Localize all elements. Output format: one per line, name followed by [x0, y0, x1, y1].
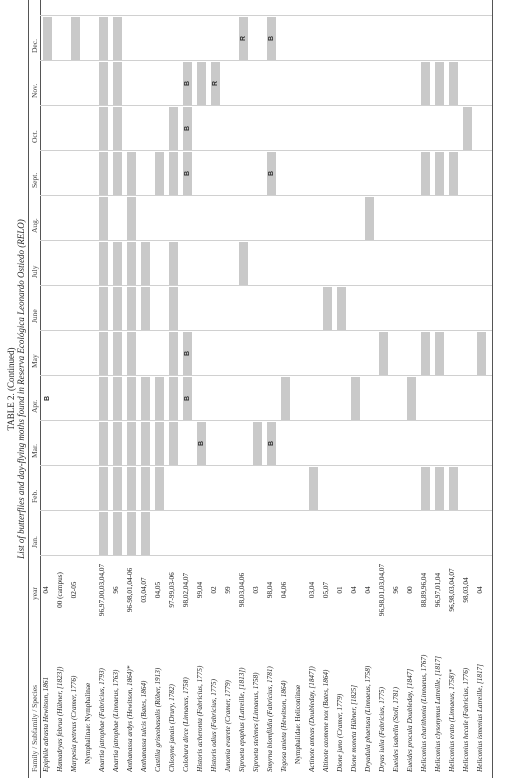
presence-cell — [281, 377, 290, 420]
year-value: 88,89,96,04 — [420, 572, 428, 608]
header-month: July — [30, 265, 39, 278]
presence-cell — [169, 377, 178, 420]
header-month: Jan. — [30, 536, 39, 548]
presence-cell — [435, 152, 444, 195]
year-value: 03 — [252, 586, 260, 594]
year-value: 00 (campus) — [56, 572, 64, 608]
species-name: Smyrna blomfildia (Fabricius, 1781) — [266, 666, 274, 772]
presence-cell — [141, 287, 150, 330]
marker-label: B — [184, 125, 191, 132]
year-value: 03,04,07 — [140, 577, 148, 603]
marker-label: B — [268, 440, 275, 447]
presence-cell — [99, 422, 108, 465]
presence-cell — [141, 377, 150, 420]
year-value: 02 — [210, 586, 218, 594]
marker-cell — [239, 17, 248, 60]
presence-cell — [449, 467, 458, 510]
presence-cell — [169, 107, 178, 150]
month-divider — [40, 510, 492, 511]
month-divider — [40, 150, 492, 151]
marker-cell — [211, 62, 220, 105]
presence-cell — [113, 242, 122, 285]
marker-label: B — [184, 350, 191, 357]
species-name: Actinote anteas (Doubleday, [1847]) — [308, 666, 316, 772]
presence-cell — [141, 512, 150, 555]
header-species: Family / Subfamily / Species — [30, 684, 39, 772]
month-divider — [40, 330, 492, 331]
species-name: Colobura dirce (Linnaeus, 1758) — [182, 677, 190, 772]
presence-cell — [155, 422, 164, 465]
presence-cell — [449, 62, 458, 105]
presence-cell — [99, 512, 108, 555]
marker-cell — [267, 422, 276, 465]
presence-cell — [127, 332, 136, 375]
month-divider — [40, 285, 492, 286]
month-divider — [40, 420, 492, 421]
table-bottom-rule — [492, 0, 493, 778]
presence-cell — [99, 197, 108, 240]
header-month: June — [30, 309, 39, 323]
presence-cell — [323, 287, 332, 330]
species-name: Castilia griseobasalis (Röber, 1913) — [154, 667, 162, 772]
year-value: 04 — [350, 586, 358, 594]
presence-cell — [169, 422, 178, 465]
presence-cell — [113, 62, 122, 105]
marker-label: B — [184, 170, 191, 177]
presence-cell — [197, 62, 206, 105]
presence-cell — [379, 332, 388, 375]
species-name: Eueides isabella (Stoll, 1781) — [392, 686, 400, 772]
marker-cell — [183, 107, 192, 150]
marker-cell — [183, 332, 192, 375]
presence-cell — [169, 242, 178, 285]
month-divider — [40, 105, 492, 106]
presence-cell — [407, 377, 416, 420]
presence-cell — [99, 242, 108, 285]
presence-cell — [127, 152, 136, 195]
species-name: Anthanassa ardys (Hewitson, 1864)* — [126, 665, 134, 772]
presence-cell — [435, 332, 444, 375]
table-header-rule — [40, 0, 41, 778]
presence-cell — [127, 287, 136, 330]
presence-cell — [99, 332, 108, 375]
month-divider — [40, 15, 492, 16]
species-name: Anartia jatrophae (Fabricius, 1793) — [98, 668, 106, 772]
species-name: Junonia evarete (Cramer, 1779) — [224, 680, 232, 772]
species-name: Heliconius ismenius Latreille, [1817] — [476, 664, 484, 772]
month-divider — [40, 60, 492, 61]
group-heading: Nymphalinae: Nymphalinae — [84, 682, 92, 764]
presence-cell — [155, 152, 164, 195]
header-month: Dec. — [30, 39, 39, 53]
presence-cell — [169, 152, 178, 195]
year-value: 04 — [42, 586, 50, 594]
year-value: 04 — [364, 586, 372, 594]
marker-label: B — [198, 440, 205, 447]
year-value: 98,03,04,06 — [238, 572, 246, 608]
presence-cell — [113, 512, 122, 555]
year-value: 04,06 — [280, 581, 288, 599]
presence-cell — [141, 242, 150, 285]
presence-cell — [141, 467, 150, 510]
year-value: 98,02,04,07 — [182, 572, 190, 608]
species-name: Historis acheronta (Fabricius, 1775) — [196, 665, 204, 772]
species-name: Heliconius hecale (Fabricius, 1776) — [462, 667, 470, 772]
header-month: May — [30, 354, 39, 368]
presence-cell — [99, 152, 108, 195]
presence-cell — [99, 287, 108, 330]
group-heading: Nymphalidae: Heliconiinae — [294, 684, 302, 764]
presence-cell — [99, 17, 108, 60]
table-top-rule — [28, 0, 29, 778]
year-value: 99 — [224, 586, 232, 594]
presence-cell — [421, 62, 430, 105]
presence-cell — [421, 152, 430, 195]
header-month: Aug. — [30, 218, 39, 233]
header-month: Apr. — [30, 399, 39, 413]
year-value: 04 — [476, 586, 484, 594]
year-value: 98,04 — [266, 581, 274, 599]
marker-label: B — [44, 395, 51, 402]
presence-cell — [477, 332, 486, 375]
year-value: 97-99,03-06 — [168, 572, 176, 608]
species-name: Anthanassa tulcis (Bates, 1864) — [140, 680, 148, 772]
header-year: year — [30, 587, 39, 600]
presence-cell — [43, 17, 52, 60]
presence-cell — [155, 377, 164, 420]
year-value: 00 — [406, 586, 414, 594]
species-name: Dione juno (Cramer, 1779) — [336, 693, 344, 772]
species-name: Heliconius clysonymus Latreille, [1817] — [434, 656, 442, 772]
marker-label: R — [240, 35, 247, 42]
species-name: Historis odius (Fabricius, 1775) — [210, 678, 218, 772]
species-name: Hamadryas februa (Hübner, [1823]) — [56, 666, 64, 772]
presence-cell — [155, 467, 164, 510]
presence-cell — [127, 467, 136, 510]
presence-cell — [99, 107, 108, 150]
species-name: Marpesia petreus (Cramer, 1776) — [70, 675, 78, 772]
presence-cell — [351, 377, 360, 420]
presence-cell — [365, 197, 374, 240]
species-name: Heliconius charithonia (Linnaeus, 1767) — [420, 654, 428, 772]
marker-cell — [43, 377, 52, 420]
marker-label: B — [184, 395, 191, 402]
marker-cell — [267, 17, 276, 60]
year-value: 98,03,04 — [462, 577, 470, 603]
presence-cell — [141, 422, 150, 465]
month-divider — [40, 555, 492, 556]
table-subtitle: List of butterflies and day-flying moths found in Reserva Ecológica Leonardo Ostiedo (RELO) — [16, 219, 26, 559]
species-name: Altinote ozomene nox (Bates, 1864) — [322, 669, 330, 772]
marker-cell — [267, 152, 276, 195]
species-name: Siproeta epaphus (Latreille, [1813]) — [238, 667, 246, 772]
header-month: Oct. — [30, 130, 39, 143]
presence-cell — [309, 467, 318, 510]
presence-cell — [113, 467, 122, 510]
table-title: TABLE 2. (Continued) — [6, 347, 16, 431]
header-month: Mar. — [30, 444, 39, 458]
presence-cell — [239, 242, 248, 285]
year-value: 96 — [392, 586, 400, 594]
marker-label: B — [184, 80, 191, 87]
year-value: 03,04 — [308, 581, 316, 599]
marker-cell — [183, 62, 192, 105]
presence-cell — [113, 377, 122, 420]
marker-cell — [183, 377, 192, 420]
month-divider — [40, 465, 492, 466]
presence-cell — [127, 512, 136, 555]
year-value: 96,98,01,03,04,07 — [378, 563, 386, 617]
year-value: 99,04 — [196, 581, 204, 599]
marker-label: B — [268, 170, 275, 177]
presence-cell — [99, 467, 108, 510]
presence-cell — [99, 62, 108, 105]
marker-cell — [197, 422, 206, 465]
year-value: 96,97,01,04 — [434, 572, 442, 608]
presence-cell — [113, 287, 122, 330]
species-name: Dryas iulia (Fabricius, 1775) — [378, 686, 386, 772]
presence-cell — [169, 287, 178, 330]
presence-cell — [113, 422, 122, 465]
year-value: 04,05 — [154, 581, 162, 599]
presence-cell — [113, 152, 122, 195]
presence-cell — [449, 152, 458, 195]
species-name: Epiphile adrasta Hewitson, 1861 — [42, 676, 50, 772]
presence-cell — [435, 62, 444, 105]
presence-cell — [169, 332, 178, 375]
presence-cell — [337, 287, 346, 330]
month-divider — [40, 240, 492, 241]
year-value: 96 — [112, 586, 120, 594]
header-month: Feb. — [30, 489, 39, 503]
species-name: Dione moneta Hübner, [1825] — [350, 684, 358, 772]
marker-cell — [183, 152, 192, 195]
month-divider — [40, 195, 492, 196]
species-name: Anartia jatrophae (Linnaeus, 1763) — [112, 669, 120, 772]
presence-cell — [127, 197, 136, 240]
marker-label: R — [212, 80, 219, 87]
species-name: Eueides procula Doubleday, [1847] — [406, 668, 414, 772]
presence-cell — [71, 17, 80, 60]
presence-cell — [113, 107, 122, 150]
species-name: Dryadula phaetusa (Linnaeus, 1758) — [364, 665, 372, 772]
species-name: Tegosa anieta (Hewitson, 1864) — [280, 680, 288, 772]
year-value: 02-05 — [70, 581, 78, 599]
presence-cell — [113, 332, 122, 375]
presence-cell — [421, 332, 430, 375]
presence-cell — [99, 377, 108, 420]
month-divider — [40, 375, 492, 376]
year-value: 96,98,03,04,07 — [448, 568, 456, 612]
year-value: 96,97,00,03,04,07 — [98, 563, 106, 617]
year-value: 05,07 — [322, 581, 330, 599]
year-value: 01 — [336, 586, 344, 594]
marker-label: B — [268, 35, 275, 42]
presence-cell — [127, 242, 136, 285]
species-name: Chlosyne janais (Drury, 1782) — [168, 684, 176, 772]
presence-cell — [253, 422, 262, 465]
header-month: Sept. — [30, 172, 39, 188]
presence-cell — [127, 377, 136, 420]
species-name: Siproeta stelenes (Linnaeus, 1758) — [252, 672, 260, 772]
header-month: Nov. — [30, 83, 39, 98]
presence-cell — [463, 107, 472, 150]
presence-cell — [421, 467, 430, 510]
year-value: 96-98,01,04-06 — [126, 567, 134, 613]
presence-cell — [113, 17, 122, 60]
presence-cell — [127, 422, 136, 465]
species-name: Heliconius erato (Linnaeus, 1758)* — [448, 669, 456, 772]
presence-cell — [435, 467, 444, 510]
